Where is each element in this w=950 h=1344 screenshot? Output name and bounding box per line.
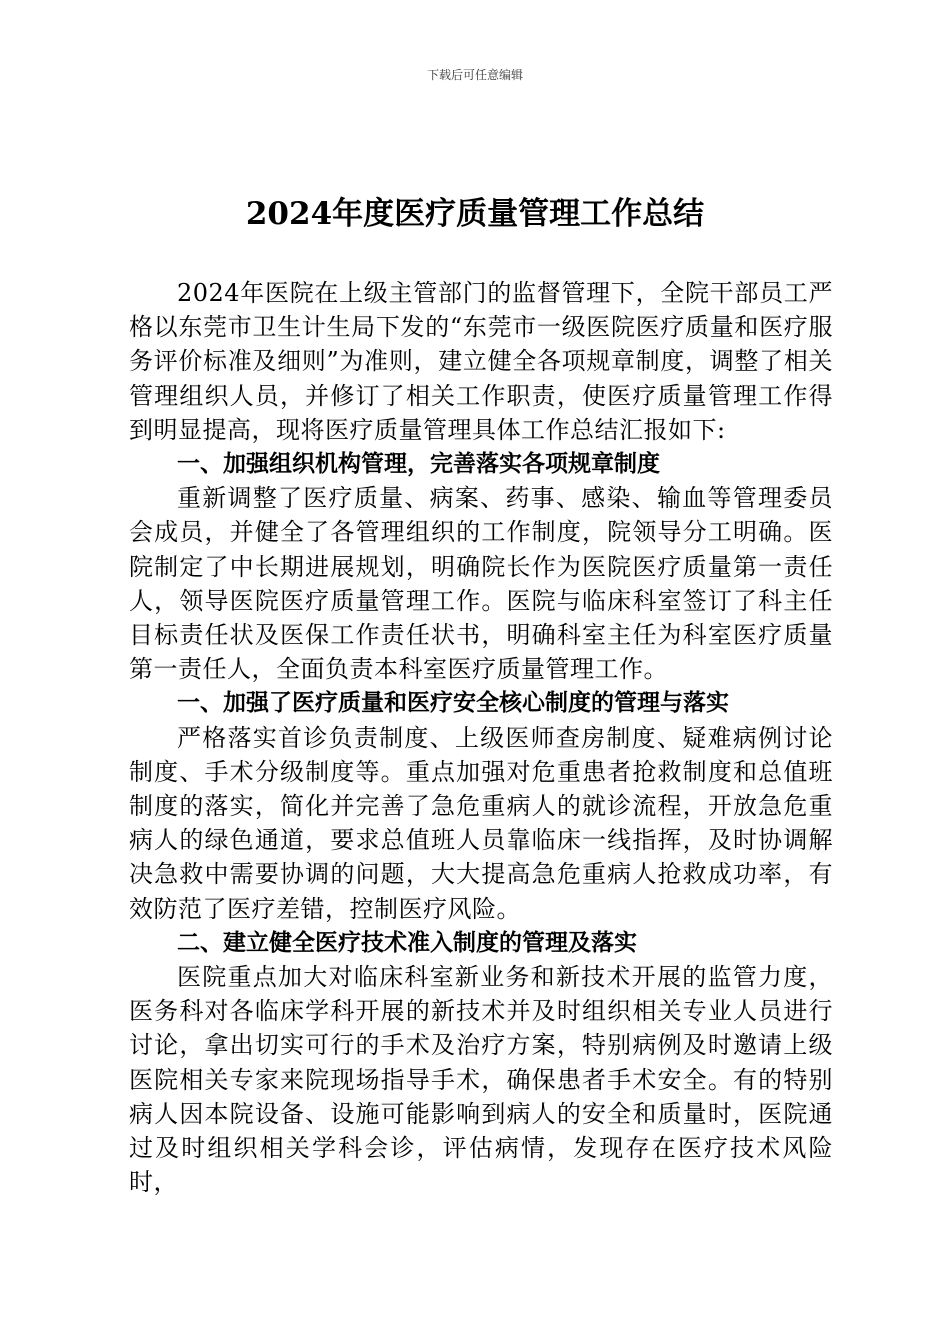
section-paragraph: 重新调整了医疗质量、病案、药事、感染、输血等管理委员会成员，并健全了各管理组织的工作制度，院领导分工明确。医院制定了中长期进展规划，明确院长作为医院医疗质量第一责任人，领导医院医疗质量管理工作。医院与临床科室签订了科主任目标责任状及医保工作责任状书，明确科室主任为科室医疗质量第一责任人，全面负责本科室医疗质量管理工作。 bbox=[129, 484, 833, 684]
intro-paragraph: 2024年医院在上级主管部门的监督管理下，全院干部员工严格以东莞市卫生计生局下发的“东莞市一级医院医疗质量和医疗服务评价标准及细则”为准则，建立健全各项规章制度，调整了相关管理组织人员，并修订了相关工作职责，使医疗质量管理工作得到明显提高，现将医疗质量管理具体工作总结汇报如下: bbox=[129, 279, 833, 444]
section-heading: 一、加强了医疗质量和医疗安全核心制度的管理与落实 bbox=[177, 690, 729, 717]
header-note: 下载后可任意编辑 bbox=[426, 68, 523, 82]
section-heading: 一、加强组织机构管理，完善落实各项规章制度 bbox=[177, 451, 660, 478]
section-paragraph: 严格落实首诊负责制度、上级医师查房制度、疑难病例讨论制度、手术分级制度等。重点加强对危重患者抢救制度和总值班制度的落实，简化并完善了急危重病人的就诊流程，开放急危重病人的绿色通道，要求总值班人员靠临床一线指挥，及时协调解决急救中需要协调的问题，大大提高急危重病人抢救成功率，有效防范了医疗差错，控制医疗风险。 bbox=[129, 723, 833, 923]
document-title: 2024年度医疗质量管理工作总结 bbox=[245, 196, 705, 232]
section-paragraph: 医院重点加大对临床科室新业务和新技术开展的监管力度，医务科对各临床学科开展的新技术并及时组织相关专业人员进行讨论，拿出切实可行的手术及治疗方案，特别病例及时邀请上级医院相关专家来院现场指导手术，确保患者手术安全。有的特别病人因本院设备、设施可能影响到病人的安全和质量时，医院通过及时组织相关学科会诊，评估病情，发现存在医疗技术风险时， bbox=[129, 963, 833, 1197]
section-heading: 二、建立健全医疗技术准入制度的管理及落实 bbox=[177, 929, 637, 956]
document-body bbox=[129, 276, 833, 1199]
